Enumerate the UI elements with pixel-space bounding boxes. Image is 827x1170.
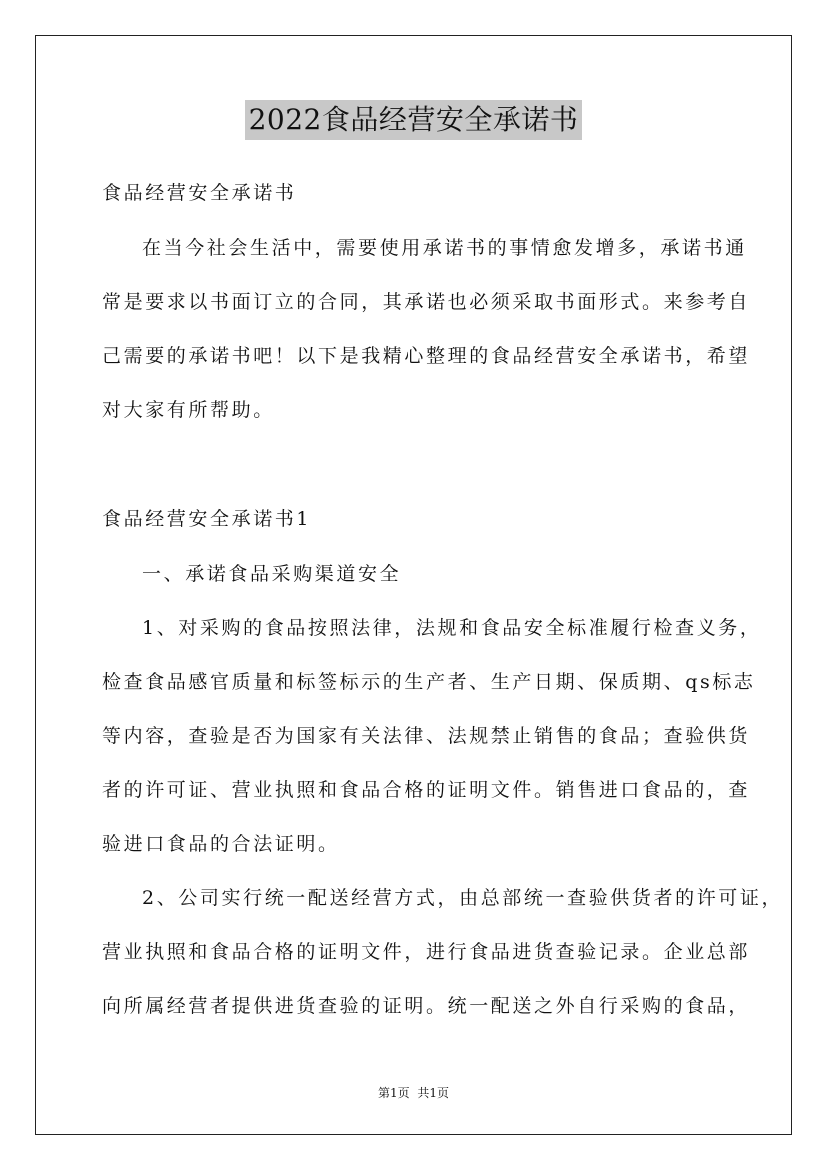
clause-heading: 一、承诺食品采购渠道安全 [142, 563, 402, 585]
title-wrap [0, 100, 827, 140]
paragraph-line: 营业执照和食品合格的证明文件，进行食品进货查验记录。企业总部 [102, 941, 751, 963]
paragraph-line: 常是要求以书面订立的合同，其承诺也必须采取书面形式。来参考自 [102, 291, 751, 313]
paragraph-line: 己需要的承诺书吧！以下是我精心整理的食品经营安全承诺书，希望 [102, 345, 751, 367]
page-number: 第1页 [377, 1086, 410, 1100]
paragraph-line: 1、对采购的食品按照法律，法规和食品安全标准履行检查义务， [142, 617, 762, 639]
paragraph-line: 检查食品感官质量和标签标示的生产者、生产日期、保质期、qs标志 [102, 671, 756, 693]
paragraph-line: 对大家有所帮助。 [102, 399, 275, 421]
paragraph-line: 验进口食品的合法证明。 [102, 833, 340, 855]
paragraph-line: 2、公司实行统一配送经营方式，由总部统一查验供货者的许可证， [142, 887, 784, 909]
section-heading: 食品经营安全承诺书1 [102, 508, 312, 530]
paragraph-line: 者的许可证、营业执照和食品合格的证明文件。销售进口食品的，查 [102, 779, 751, 801]
paragraph-line: 在当今社会生活中，需要使用承诺书的事情愈发增多，承诺书通 [142, 237, 747, 259]
paragraph-line: 等内容，查验是否为国家有关法律、法规禁止销售的食品；查验供货 [102, 725, 751, 747]
page-footer [0, 1085, 827, 1101]
subtitle-line: 食品经营安全承诺书 [102, 182, 297, 204]
paragraph-line: 向所属经营者提供进货查验的证明。统一配送之外自行采购的食品， [102, 995, 751, 1017]
document-title: 2022食品经营安全承诺书 [245, 100, 583, 140]
page-total: 共1页 [417, 1086, 450, 1100]
